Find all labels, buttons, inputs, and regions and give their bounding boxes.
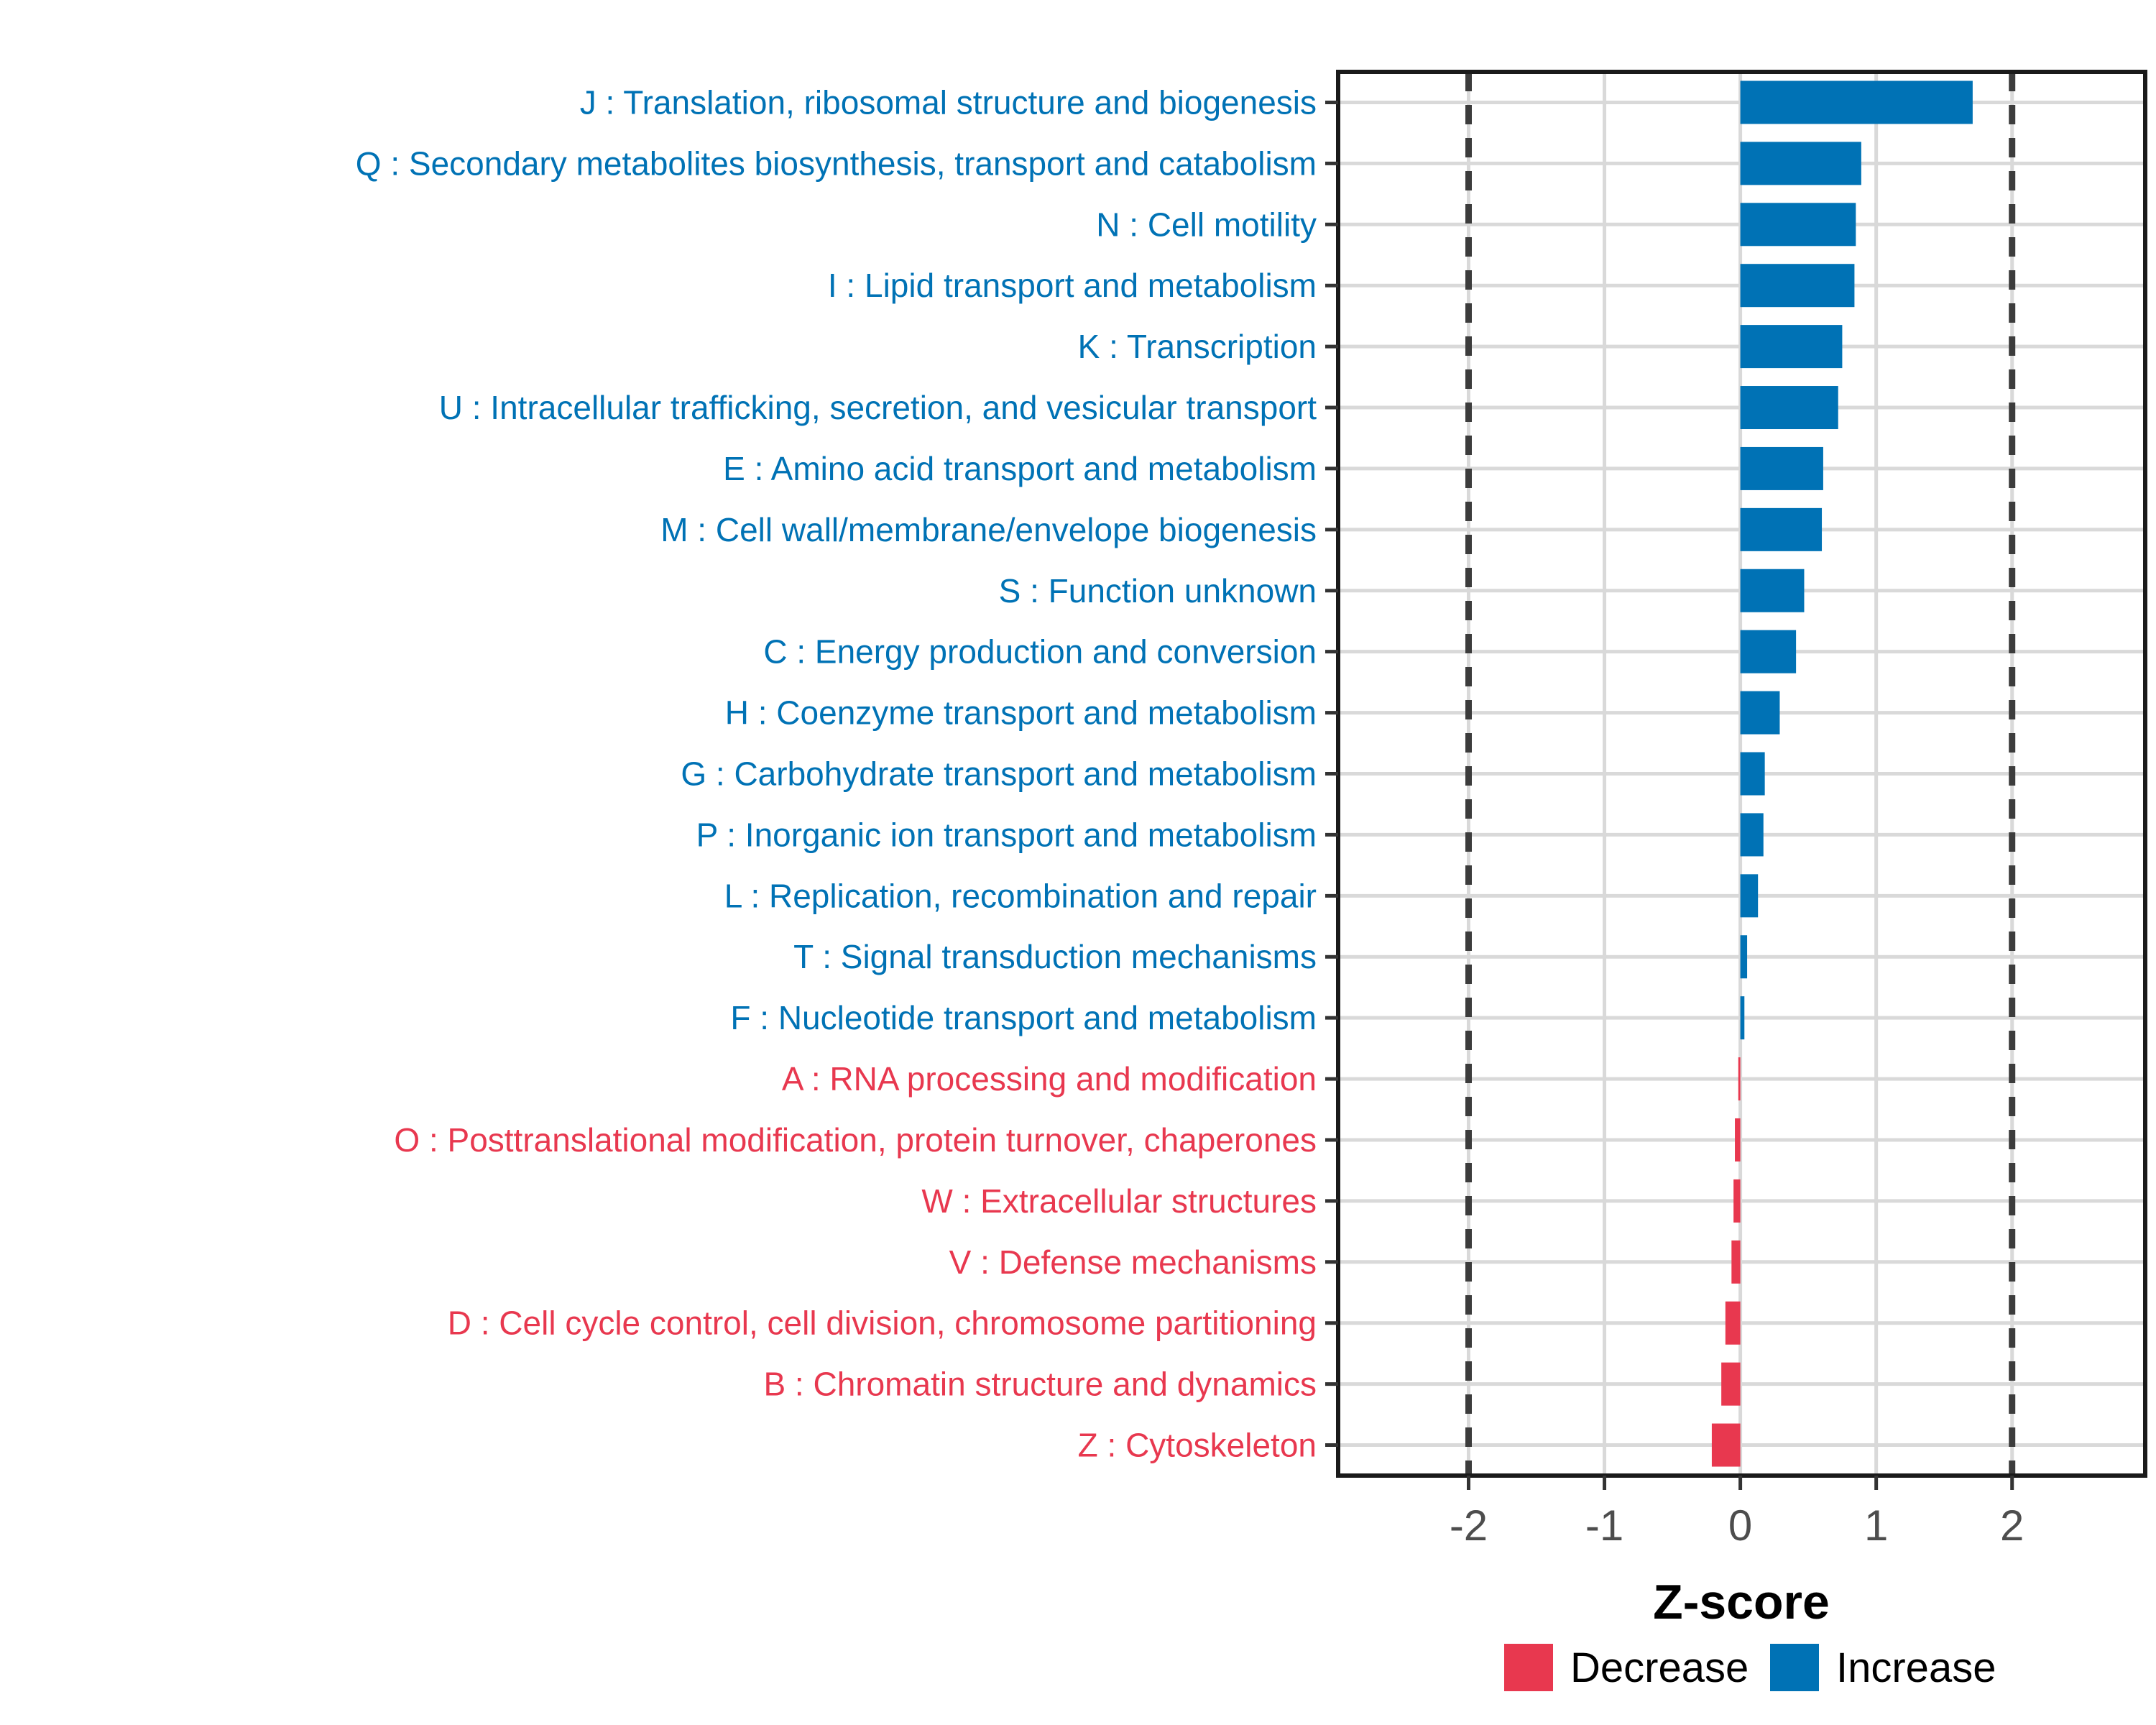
x-tick-label: 0 bbox=[1728, 1501, 1753, 1550]
legend bbox=[1504, 1644, 1996, 1691]
category-label: G : Carbohydrate transport and metabolism bbox=[681, 755, 1317, 793]
category-label: U : Intracellular trafficking, secretion, and vesicular transport bbox=[438, 389, 1317, 427]
category-label: H : Coenzyme transport and metabolism bbox=[724, 694, 1317, 732]
bar bbox=[1741, 447, 1823, 490]
legend-label-increase: Increase bbox=[1836, 1644, 1996, 1691]
category-label: W : Extracellular structures bbox=[921, 1182, 1317, 1220]
bar bbox=[1735, 1118, 1741, 1162]
bar bbox=[1741, 80, 1973, 124]
x-tick-label: 1 bbox=[1864, 1501, 1889, 1550]
bar bbox=[1741, 753, 1765, 796]
bar bbox=[1731, 1241, 1740, 1284]
category-label: N : Cell motility bbox=[1096, 206, 1317, 244]
category-label: P : Inorganic ion transport and metabolism bbox=[696, 816, 1317, 854]
category-label: F : Nucleotide transport and metabolism bbox=[730, 999, 1317, 1037]
axes bbox=[1325, 102, 2024, 1550]
category-label: O : Posttranslational modification, protein turnover, chaperones bbox=[394, 1121, 1317, 1159]
bar bbox=[1738, 1057, 1741, 1100]
legend-label-decrease: Decrease bbox=[1570, 1644, 1749, 1691]
bar bbox=[1741, 508, 1822, 551]
legend-swatch-decrease bbox=[1504, 1644, 1553, 1691]
category-label: T : Signal transduction mechanisms bbox=[793, 938, 1317, 976]
bar bbox=[1741, 325, 1843, 368]
category-label: Q : Secondary metabolites biosynthesis, transport and catabolism bbox=[355, 144, 1317, 183]
bar bbox=[1741, 386, 1838, 429]
category-label: M : Cell wall/membrane/envelope biogenesis bbox=[660, 510, 1317, 548]
x-axis-title: Z-score bbox=[1653, 1575, 1830, 1629]
bar bbox=[1721, 1363, 1740, 1406]
bar bbox=[1733, 1179, 1740, 1223]
category-label: D : Cell cycle control, cell division, chromosome partitioning bbox=[447, 1304, 1317, 1342]
bar bbox=[1741, 996, 1745, 1039]
bar bbox=[1741, 691, 1780, 735]
category-label: C : Energy production and conversion bbox=[763, 632, 1317, 671]
category-label: K : Transcription bbox=[1077, 328, 1317, 366]
x-tick-label: -1 bbox=[1585, 1501, 1624, 1550]
category-labels bbox=[356, 83, 1317, 1463]
bar bbox=[1741, 874, 1759, 917]
category-label: J : Translation, ribosomal structure and biogenesis bbox=[579, 83, 1317, 121]
bar bbox=[1712, 1424, 1741, 1467]
category-label: S : Function unknown bbox=[998, 571, 1317, 610]
bar bbox=[1741, 813, 1764, 856]
bar bbox=[1741, 264, 1855, 307]
bar bbox=[1741, 935, 1747, 978]
bar bbox=[1741, 203, 1856, 246]
category-label: Z : Cytoskeleton bbox=[1077, 1426, 1317, 1464]
category-label: A : RNA processing and modification bbox=[781, 1060, 1317, 1098]
bar bbox=[1741, 569, 1805, 612]
bar bbox=[1741, 630, 1797, 673]
x-tick-label: 2 bbox=[2000, 1501, 2024, 1550]
category-label: V : Defense mechanisms bbox=[949, 1243, 1317, 1281]
bar bbox=[1726, 1302, 1741, 1345]
bar bbox=[1741, 142, 1861, 185]
legend-swatch-increase bbox=[1770, 1644, 1819, 1691]
category-label: I : Lipid transport and metabolism bbox=[827, 267, 1317, 305]
category-label: B : Chromatin structure and dynamics bbox=[763, 1365, 1317, 1403]
x-tick-label: -2 bbox=[1449, 1501, 1488, 1550]
category-label: E : Amino acid transport and metabolism bbox=[723, 449, 1317, 487]
category-label: L : Replication, recombination and repair bbox=[724, 877, 1317, 915]
